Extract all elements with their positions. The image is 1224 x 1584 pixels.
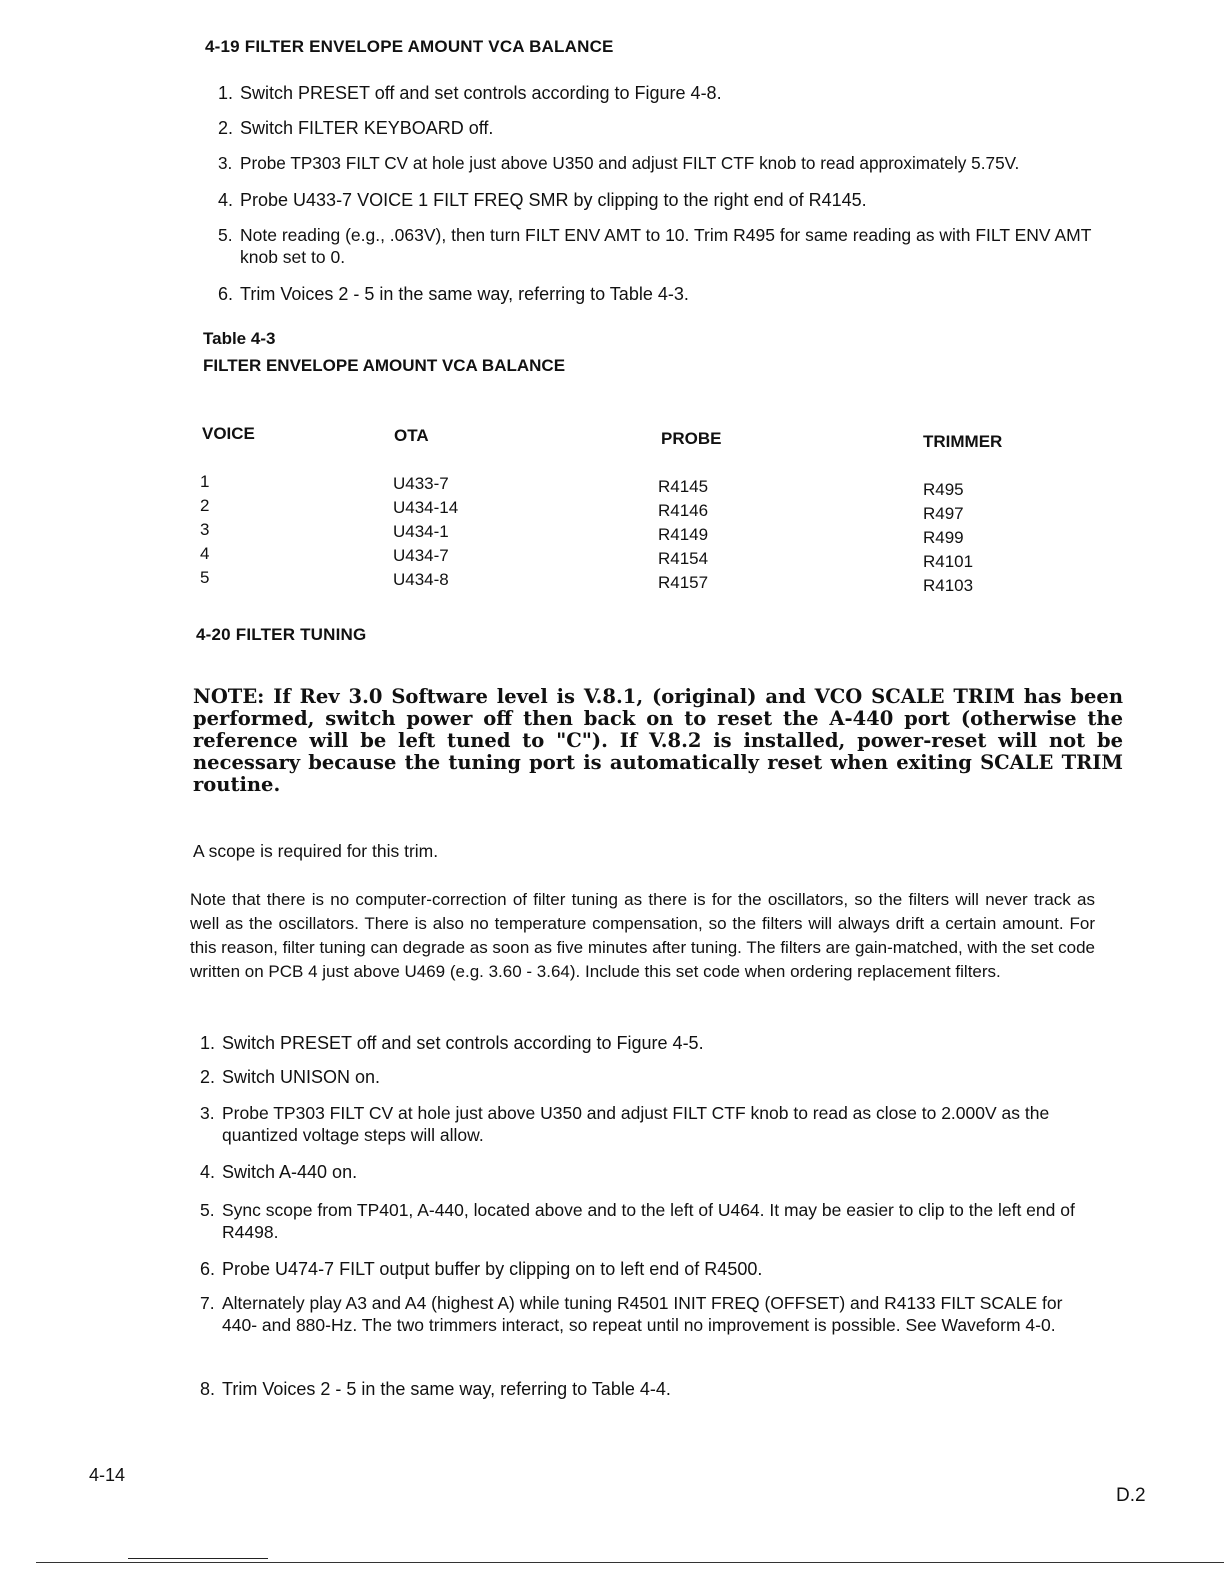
table-cell: R499 [923, 528, 964, 547]
list-item [200, 1102, 1092, 1146]
step-text: Switch FILTER KEYBOARD off. [240, 118, 494, 138]
step-number: 5. [218, 225, 233, 245]
list-item [218, 152, 1120, 174]
step-number: 3. [200, 1103, 215, 1123]
filter-tuning-paragraph: Note that there is no computer-correction of filter tuning as there is for the oscillators, so the filters will never track as well as the oscillators. There is also no temperature compensation, so the filters will always drift a certain amount. For this reason, filter tuning can degrade as soon as five minutes after tuning. The filters are gain-matched, with the set code written on PCB 4 just above U469 (e.g. 3.60 - 3.64). Include this set code when ordering replacement filters. [190, 890, 1095, 981]
step-number: 4. [218, 190, 234, 210]
step-text: Switch UNISON on. [222, 1067, 381, 1087]
table-cell: R495 [923, 480, 964, 499]
step-text: Switch PRESET off and set controls according to Figure 4-5. [222, 1033, 704, 1053]
scope-requirement: A scope is required for this trim. [193, 841, 439, 861]
table-cell: U434-1 [393, 522, 449, 541]
table-cell: R4103 [923, 576, 974, 595]
software-note: NOTE: If Rev 3.0 Software level is V.8.1, (original) and VCO SCALE TRIM has been performed, switch power off then back on to reset the A-440 port (otherwise the reference will be left tuned to "C"). If V.8.2 is installed, power-reset will not be necessary because the tuning port is automatically reset when exiting SCALE TRIM routine. [193, 685, 1123, 796]
list-item [218, 82, 1120, 104]
step-text: Trim Voices 2 - 5 in the same way, referring to Table 4-3. [240, 284, 689, 304]
step-number: 8. [200, 1379, 216, 1399]
table-cell: 1 [200, 472, 210, 491]
step-text: Switch PRESET off and set controls according to Figure 4-8. [240, 83, 722, 103]
table-cell: 5 [200, 568, 210, 587]
step-text: Probe TP303 FILT CV at hole just above U350 and adjust FILT CTF knob to read approximately 5.75V. [240, 153, 1020, 173]
step-text: Probe U433-7 VOICE 1 FILT FREQ SMR by clipping to the right end of R4145. [240, 190, 867, 210]
column-header-trimmer: TRIMMER [923, 432, 1003, 451]
step-text: Probe TP303 FILT CV at hole just above U350 and adjust FILT CTF knob to read as close to 2.000V as the quantized voltage steps will allow. [222, 1103, 1050, 1145]
step-number: 1. [218, 83, 234, 103]
step-number: 6. [200, 1259, 216, 1279]
list-item [218, 224, 1110, 268]
section-4-20-heading: 4-20 FILTER TUNING [196, 625, 367, 644]
table-cell: 2 [200, 496, 210, 515]
probe-column [658, 475, 708, 595]
step-number: 7. [200, 1293, 215, 1313]
list-item [218, 283, 1120, 305]
table-cell: 4 [200, 544, 210, 563]
step-number: 5. [200, 1200, 215, 1220]
table-cell: 3 [200, 520, 210, 539]
table-cell: R4145 [658, 477, 709, 496]
step-text: Probe U474-7 FILT output buffer by clipping on to left end of R4500. [222, 1259, 763, 1279]
table-cell: R497 [923, 504, 964, 523]
table-cell: R4157 [658, 573, 709, 592]
step-text: Note reading (e.g., .063V), then turn FILT ENV AMT to 10. Trim R495 for same reading as with FILT ENV AMT knob set to 0. [240, 225, 1092, 267]
step-number: 6. [218, 284, 234, 304]
table-cell: U434-7 [393, 546, 449, 565]
list-item [200, 1066, 1092, 1088]
table-cell: U434-8 [393, 570, 449, 589]
table-cell: R4101 [923, 552, 974, 571]
table-label: Table 4-3 [203, 329, 276, 348]
list-item [200, 1292, 1092, 1336]
table-cell: U433-7 [393, 474, 449, 493]
step-text: Alternately play A3 and A4 (highest A) while tuning R4501 INIT FREQ (OFFSET) and R4133 FILT SCALE for 440- and 880-Hz. The two trimmers interact, so repeat until no improvement is possible. See Waveform 4-0. [222, 1293, 1063, 1335]
step-number: 3. [218, 153, 233, 173]
step-number: 4. [200, 1162, 216, 1182]
step-number: 2. [200, 1067, 216, 1087]
step-text: Switch A-440 on. [222, 1162, 358, 1182]
scan-artifact-line [128, 1558, 268, 1559]
table-cell: R4154 [658, 549, 709, 568]
column-header-ota: OTA [394, 426, 429, 445]
list-item [200, 1161, 1092, 1183]
list-item [200, 1258, 1092, 1280]
list-item [200, 1199, 1092, 1243]
step-text: Trim Voices 2 - 5 in the same way, referring to Table 4-4. [222, 1379, 671, 1399]
column-header-voice: VOICE [202, 424, 255, 443]
list-item [200, 1032, 1092, 1054]
voice-column [200, 470, 209, 590]
table-cell: R4146 [658, 501, 709, 520]
list-item [200, 1378, 1092, 1400]
ota-column [393, 472, 458, 592]
list-item [218, 189, 1120, 211]
trimmer-column [923, 478, 973, 598]
step-number: 1. [200, 1033, 216, 1053]
list-item [218, 117, 1120, 139]
bottom-edge-line [36, 1562, 1224, 1563]
table-title: FILTER ENVELOPE AMOUNT VCA BALANCE [203, 356, 566, 375]
step-text: Sync scope from TP401, A-440, located above and to the left of U464. It may be easier to clip to the left end of R4498. [222, 1200, 1075, 1242]
column-header-probe: PROBE [661, 429, 722, 448]
page-number: 4-14 [89, 1465, 126, 1485]
table-cell: U434-14 [393, 498, 459, 517]
table-cell: R4149 [658, 525, 709, 544]
section-4-19-heading: 4-19 FILTER ENVELOPE AMOUNT VCA BALANCE [205, 37, 614, 56]
document-marker: D.2 [1116, 1485, 1146, 1506]
step-number: 2. [218, 118, 234, 138]
